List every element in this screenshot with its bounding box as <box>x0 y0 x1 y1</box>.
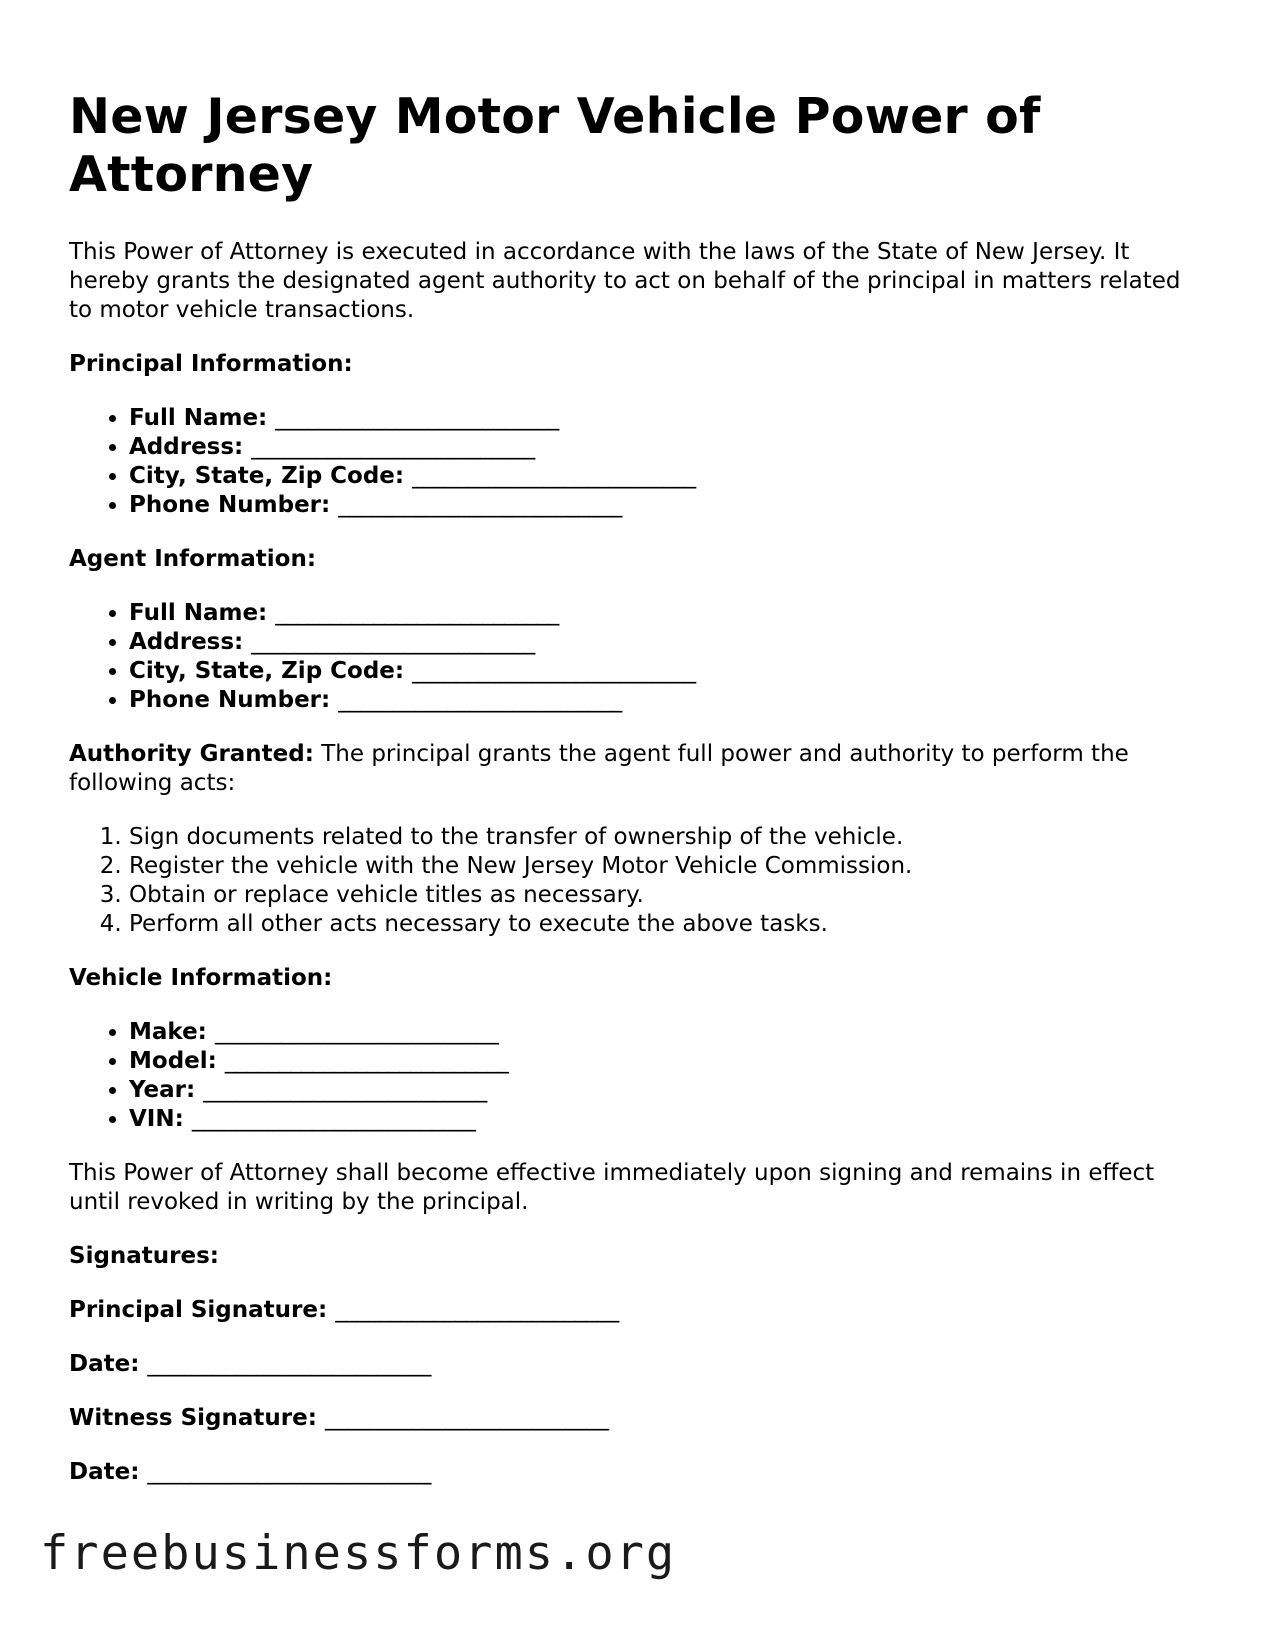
blank-line: __________________________ <box>275 600 559 626</box>
blank-line: __________________________ <box>338 492 622 518</box>
vehicle-heading: Vehicle Information: <box>69 965 333 991</box>
authority-text: The principal grants the agent full power and authority to perform the following acts: <box>69 741 1129 796</box>
vehicle-vin-field: • VIN: __________________________ <box>129 1105 1199 1134</box>
vehicle-fields <box>69 1018 1199 1134</box>
principal-address-field: • Address: __________________________ <box>129 433 1199 462</box>
act-item: 3. Obtain or replace vehicle titles as necessary. <box>129 881 1199 910</box>
agent-address-field: • Address: __________________________ <box>129 628 1199 657</box>
witness-date-line: Date: __________________________ <box>69 1459 431 1485</box>
agent-heading: Agent Information: <box>69 546 317 572</box>
principal-phone-field: • Phone Number: __________________________ <box>129 491 1199 520</box>
blank-line: __________________________ <box>147 1351 431 1377</box>
agent-city-state-zip-field: • City, State, Zip Code: __________________________ <box>129 657 1199 686</box>
document-title: New Jersey Motor Vehicle Power of Attorney <box>69 88 1041 203</box>
act-item: 2. Register the vehicle with the New Jersey Motor Vehicle Commission. <box>129 852 1199 881</box>
blank-line: __________________________ <box>214 1019 499 1045</box>
authority-paragraph <box>69 740 1199 798</box>
effective-paragraph: This Power of Attorney shall become effective immediately upon signing and remains in effect until revoked in writing by the principal. <box>69 1160 1155 1215</box>
principal-date-line: Date: __________________________ <box>69 1351 431 1377</box>
blank-line: __________________________ <box>412 658 696 684</box>
witness-signature-line: Witness Signature: __________________________ <box>69 1405 609 1431</box>
blank-line: __________________________ <box>275 405 559 431</box>
blank-line: __________________________ <box>203 1077 487 1103</box>
blank-line: __________________________ <box>191 1106 476 1132</box>
blank-line: __________________________ <box>324 1405 609 1431</box>
blank-line: __________________________ <box>338 687 622 713</box>
blank-line: __________________________ <box>147 1459 431 1485</box>
blank-line: __________________________ <box>224 1048 509 1074</box>
blank-line: __________________________ <box>335 1297 619 1323</box>
agent-full-name-field: • Full Name: __________________________ <box>129 599 1199 628</box>
authority-acts <box>69 823 1199 939</box>
principal-full-name-field: • Full Name: __________________________ <box>129 404 1199 433</box>
authority-heading: Authority Granted: <box>69 741 314 767</box>
vehicle-model-field: • Model: __________________________ <box>129 1047 1199 1076</box>
agent-phone-field: • Phone Number: __________________________ <box>129 686 1199 715</box>
vehicle-year-field: • Year: __________________________ <box>129 1076 1199 1105</box>
blank-line: __________________________ <box>251 434 535 460</box>
site-watermark: freebusinessforms.org <box>40 1526 677 1581</box>
vehicle-make-field: • Make: __________________________ <box>129 1018 1199 1047</box>
blank-line: __________________________ <box>412 463 696 489</box>
act-item: 1. Sign documents related to the transfer of ownership of the vehicle. <box>129 823 1199 852</box>
agent-fields <box>69 599 1199 715</box>
principal-signature-line: Principal Signature: __________________________ <box>69 1297 619 1323</box>
principal-fields <box>69 404 1199 520</box>
principal-heading: Principal Information: <box>69 351 353 377</box>
intro-paragraph: This Power of Attorney is executed in accordance with the laws of the State of New Jersey. It hereby grants the designated agent authority to act on behalf of the principal in matters related to motor vehicle transactions. <box>69 239 1181 323</box>
blank-line: __________________________ <box>251 629 535 655</box>
principal-city-state-zip-field: • City, State, Zip Code: __________________________ <box>129 462 1199 491</box>
document <box>69 88 1199 1512</box>
signatures-heading: Signatures: <box>69 1243 220 1269</box>
act-item: 4. Perform all other acts necessary to execute the above tasks. <box>129 910 1199 939</box>
